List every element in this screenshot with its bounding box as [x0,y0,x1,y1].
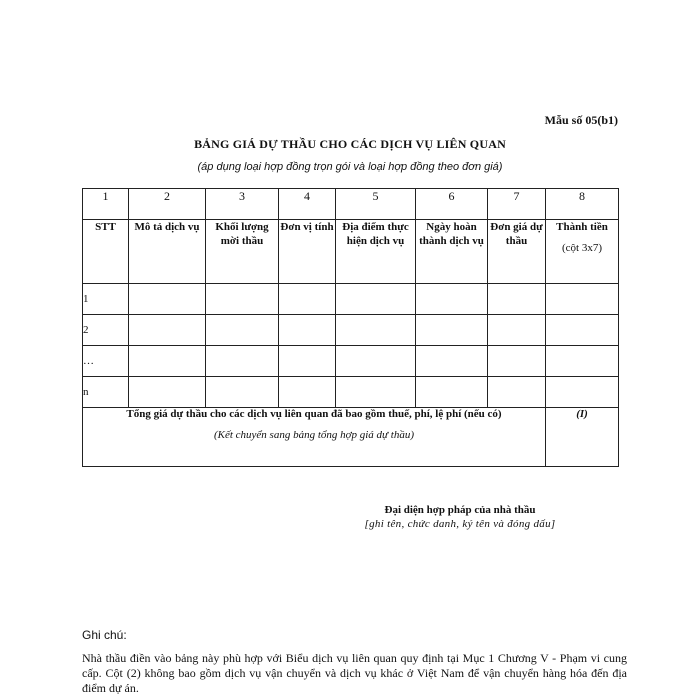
header-stt: STT [83,220,129,284]
total-label: Tổng giá dự thầu cho các dịch vụ liên quan đã bao gồm thuế, phí, lệ phí (nếu có) [126,408,502,420]
table-cell [129,346,206,377]
table-cell [488,346,546,377]
header-completion-date: Ngày hoàn thành dịch vụ [416,220,488,284]
column-header-row [83,220,619,284]
header-description: Mô tả dịch vụ [129,220,206,284]
table-cell [488,284,546,315]
column-number: 3 [206,189,279,220]
table-cell [416,284,488,315]
table-cell [336,377,416,408]
column-number: 7 [488,189,546,220]
table-cell [206,377,279,408]
document-title: BẢNG GIÁ DỰ THẦU CHO CÁC DỊCH VỤ LIÊN QUAN [194,137,506,151]
row-stt: 2 [83,315,129,346]
signature-role: Đại diện hợp pháp của nhà thầu [384,504,536,516]
document-subtitle: (áp dụng loại hợp đồng trọn gói và loại hợp đồng theo đơn giá) [197,161,503,173]
table-cell [546,315,619,346]
table-cell [488,377,546,408]
table-cell [129,284,206,315]
form-code: Mẫu số 05(b1) [544,113,618,127]
row-stt: … [83,346,129,377]
table-cell [416,346,488,377]
row-stt: 1 [83,284,129,315]
bid-price-table [82,188,619,467]
notes-label: Ghi chú: [82,628,127,642]
table-cell [336,315,416,346]
column-number: 4 [279,189,336,220]
header-location: Địa điểm thực hiện dịch vụ [336,220,416,284]
signature-block [340,504,580,530]
table-row [83,284,619,315]
total-value: (I) [546,408,619,467]
column-number: 8 [546,189,619,220]
table-cell [206,346,279,377]
header-amount [546,220,619,284]
table-cell [279,284,336,315]
header-amount-formula: (cột 3x7) [561,242,602,254]
table-cell [279,315,336,346]
total-row [83,408,619,467]
column-number: 1 [83,189,129,220]
header-unit-price: Đơn giá dự thầu [488,220,546,284]
table-cell [206,284,279,315]
table-cell [416,315,488,346]
table-row [83,377,619,408]
signature-instruction: [ghi tên, chức danh, ký tên và đóng dấu] [364,518,556,530]
column-number-row [83,189,619,220]
table-cell [336,284,416,315]
table-cell [336,346,416,377]
table-cell [546,346,619,377]
column-number: 5 [336,189,416,220]
table-row [83,315,619,346]
header-quantity: Khối lượng mời thầu [206,220,279,284]
row-stt: n [83,377,129,408]
notes-text: Nhà thầu điền vào bảng này phù hợp với Biểu dịch vụ liên quan quy định tại Mục 1 Chương V - Phạm vi cung cấp. Cột (2) không bao gồm dịch vụ vận chuyển và dịch vụ khác ở Việt Nam để vận chuyển hàng hóa đến địa điểm dự án. [82,651,627,695]
column-number: 6 [416,189,488,220]
table-cell [279,346,336,377]
table-row [83,346,619,377]
total-note: (Kết chuyển sang bảng tổng hợp giá dự thầu) [213,429,415,441]
table-cell [546,284,619,315]
total-label-cell [83,408,546,467]
table-cell [129,377,206,408]
table-cell [206,315,279,346]
table-cell [488,315,546,346]
table-cell [279,377,336,408]
table-cell [416,377,488,408]
table-cell [129,315,206,346]
header-unit: Đơn vị tính [279,220,336,284]
header-amount-label: Thành tiền [556,221,608,233]
table-cell [546,377,619,408]
column-number: 2 [129,189,206,220]
